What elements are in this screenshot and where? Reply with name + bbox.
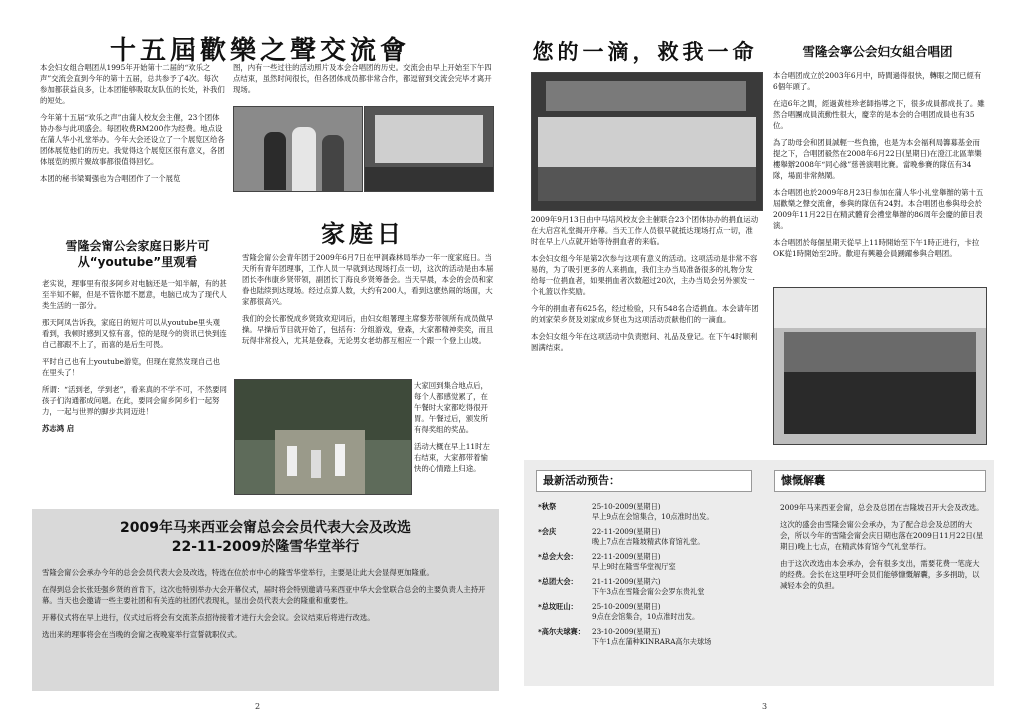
event-date: 22-11-2009(星期日) xyxy=(592,527,661,536)
paragraph: 我们的会长都悦成乡贤致欢迎词后，由妇女组署理主席黎芳带领所有成员做早操。早操后节目就开始了，包括有：分组游戏，登森，大家都精神奕奕，而且玩得非常投入，尤其是登森，无论男女老幼都互相应一个跟一个登上山坡。 xyxy=(242,314,494,345)
agm-title-line-2: 22-11-2009於隆雪华堂举行 xyxy=(171,539,360,555)
blood-donation-title: 您的一滴，救我一命 xyxy=(532,39,758,64)
paragraph: 本合唱团也於2009年8月23日参加在蒲人华小礼堂舉辦的第十五屆歡樂之聲交流會，參與的隊伍有24對。本合唱团也參與母会於2009年11月22日在精武體育会禮堂舉辦的86周年会慶的節目表演。 xyxy=(773,188,984,230)
blood-donation-photo xyxy=(531,72,763,211)
agm-body xyxy=(32,557,499,640)
list-item xyxy=(538,552,758,572)
paragraph: 今年第十五届“欢乐之声”由蒲人校友会主催，23个团体协办参与此项盛会。每团收费RM200作为经费。地点设在蒲人华小礼堂举办。今年大会还设立了一个展览区给各团体展览他们的历史。我觉得这个展览区很有意义，各团体展览的照片聚故事都很值得回忆。 xyxy=(40,113,225,166)
paragraph: 2009年马来西亚会甯，总会及总团在吉隆坡召开大会及改选。 xyxy=(780,503,984,512)
paragraph: 选出来的理事将会在当晚的会甯之夜晚宴举行宣誓就职仪式。 xyxy=(42,630,242,639)
list-item xyxy=(538,527,758,547)
paragraph: 本会妇女组今年在这项活动中负责慰问、礼品及登记。在下午4时顺利圆满结束。 xyxy=(531,332,758,352)
event-name: *总坟旺山： xyxy=(538,602,578,611)
choir-photo xyxy=(773,287,987,445)
events-heading: 最新活动预告： xyxy=(536,470,752,492)
family-day-side xyxy=(414,380,494,480)
event-detail: 下午3点在雪隆会甯公会罗东贵礼堂 xyxy=(592,587,705,596)
event-name: *会庆 xyxy=(538,527,557,536)
agm-title-line-1: 2009年马来西亚会甯总会会员代表大会及改选 xyxy=(120,520,411,536)
paragraph: 本团的秘书梁蜀强也为合唱团作了一个展览 xyxy=(40,174,181,183)
page-number-right: 3 xyxy=(762,702,768,711)
exchange-photo-1 xyxy=(233,106,363,192)
youtube-title: 雪隆会甯公会家庭日影片可从“youtube”里观看 xyxy=(65,239,210,269)
paragraph: 今年的捐血者有625名，经过检验，只有548名合适捐血。本会请年团的刘家荣乡贤及刘家成乡贤也为这项活动贡献他们的一滴血。 xyxy=(531,304,759,324)
author: 苏志鸿 启 xyxy=(42,424,75,433)
exchange-photo-2 xyxy=(364,106,494,192)
paragraph: 本会妇女组今年是第2次参与这项有意义的活动。这项活动是非常不容易的，为了吸引更多的人来捐血，我们主办当局准备很多的礼物分发给每一位捐血者，如果捐血者次数超过20次，主办当局会另外颁发一个礼篮以作奖励。 xyxy=(531,254,758,296)
event-date: 22-11-2009(星期日) xyxy=(592,552,661,561)
choir-title: 雪隆会寧公会妇女組合唱团 xyxy=(802,44,953,59)
paragraph: 2009年9月13日由中马培风校友会主催联合23个团体协办的捐血运动在大启宫礼堂揭开序幕。当天工作人员很早就抵达现场打点一切，准时在早上八点就开始等待捐血者的来临。 xyxy=(531,215,759,246)
event-name: *总会大会： xyxy=(538,552,578,561)
event-detail: 早上9点在会馆集合，10点准时出发。 xyxy=(592,512,714,521)
list-item xyxy=(538,502,758,522)
agm-notice-box xyxy=(32,509,499,691)
family-day-article xyxy=(242,252,495,352)
list-item xyxy=(538,577,758,597)
paragraph: 平时自己也有上youtube游览，但现在竟然发现自己也在里头了！ xyxy=(42,357,221,377)
event-detail: 晚上7点在吉隆坡精武体育馆礼堂。 xyxy=(592,537,705,546)
paragraph: 雪隆会甯公会青年团于2009年6月7日在甲洞森林局举办一年一度家庭日。当天所有青年团理事，工作人员一早就到达现场打点一切，这次的活动是由本届团长李伟康乡贤带领，副团长丁海良乡贤筹备会。当天早晨，本会的会员和家眷也陆续到达现场。经过点算人数，大约有200人，看到这麽热闹的场面，大家都很高兴。 xyxy=(242,253,494,306)
exchange-col-1 xyxy=(40,62,225,190)
event-date: 25-10-2009(星期日) xyxy=(592,602,661,611)
exchange-title: 十五屆歡樂之聲交流會 xyxy=(109,36,410,66)
paragraph: 在這6年之間，經過黃桂珍老師指導之下，很多成員都成長了。雖然合唱團成員流動性很大，慶幸的是本会的合唱团成員也有35位。 xyxy=(773,99,985,130)
paragraph: 所谓：“活到老，学到老”，看来真的不学不可，不然要同孩子们沟通都成问题。在此，要同会甯乡阿乡们一起努力，一起与世界的脚步共同迈进！ xyxy=(42,385,227,416)
paragraph: 大家回到集合地点后，每个人都感觉累了，在午餐时大家都吃得很开胃。午餐过后，颁发所有得奖组的奖品。 xyxy=(414,381,488,434)
youtube-article xyxy=(42,278,227,440)
paragraph: 本合唱团成立於2003年6月中，時間過得很快，轉眼之間已經有6個年頭了。 xyxy=(773,71,982,91)
donation-article xyxy=(780,502,984,597)
paragraph: 由于这次改选由本会承办，会有很多支出，需要花费一笔庞大的经费。会长在这里呼吁会员们能够慷慨解囊，多多捐助，以减轻本会的负担。 xyxy=(780,559,980,590)
paragraph: 為了助母会和团員誠輕一些負擔，也是为本会福利局籌募基金而提之下，合唱团毅然在2008年6月22日(星期日)在澄江北區華樂樓舉辦2008年“同心緣”慈善演唱比賽。當晚參賽的隊伍有34隊，場面非常熱鬧。 xyxy=(773,138,982,180)
upcoming-events-box xyxy=(524,460,994,686)
paragraph: 开幕仪式将在早上进行，仪式过后将会有交流茶点招待接着才进行大会会议。会议结束后将进行改选。 xyxy=(42,613,375,622)
event-name: *总团大会： xyxy=(538,577,578,586)
event-date: 21-11-2009(星期六) xyxy=(592,577,661,586)
exchange-col-2 xyxy=(233,62,493,101)
family-day-title: 家庭日 xyxy=(321,219,405,248)
paragraph: 雪隆会甯公会承办今年的总会会员代表大会及改选，特选在位於市中心的隆雪华堂举行，主要是让此大会显得更加隆重。 xyxy=(42,568,434,577)
paragraph: 老实说，理事里有很多阿乡对电脑还是一知半解，有的甚至半知不解，但是不管你愿不愿意，电脑已成为了现代人类生活的一部分。 xyxy=(42,279,227,310)
event-name: *高尔夫球赛： xyxy=(538,627,585,636)
page-number-left: 2 xyxy=(255,702,261,711)
paragraph: 这次的盛会由雪隆会甯公会承办，为了配合总会及总团的大会，所以今年的雪隆会甯会庆日期也落在2009日11月22日(星期日)晚上七点，在精武体育馆今气礼堂举行。 xyxy=(780,520,984,551)
event-detail: 早上9时在隆雪华堂视厅室 xyxy=(592,562,676,571)
event-detail: 下午1点在蒲种KINRARA高尔夫球场 xyxy=(592,637,712,646)
event-date: 23-10-2009(星期五) xyxy=(592,627,661,636)
family-day-photo xyxy=(234,379,412,495)
donation-heading: 慷慨解囊 xyxy=(774,470,986,492)
event-name: *秋祭 xyxy=(538,502,557,511)
choir-article xyxy=(773,70,985,265)
event-date: 25-10-2009(星期日) xyxy=(592,502,661,511)
paragraph: 在得到总会长张廷强乡贤的首肯下，这次也特别举办大会开幕仪式，届时将会特别邀请马来西亚中华大会堂联合总会的主要负责人主持开幕。当天也会邀请一些主要社团和有关连的社团代表现礼，显出会员代表大会的隆重和重要性。 xyxy=(42,585,486,605)
paragraph: 本合唱团於每個星期天從早上11時開始至下午1時正进行，卡拉OK從1時開始至2時。歡迎有興趣会員踴躍參與合唱团。 xyxy=(773,238,980,258)
paragraph: 本会妇女组合唱团从1995年开始第十二届的“欢乐之声”交流会直到今年的第十五届，总共参予了4次。每次参加都获益良多，让本团能够吸取友队伍的长处，补我们的短处。 xyxy=(40,63,225,105)
list-item xyxy=(538,627,758,647)
list-item xyxy=(538,602,758,622)
paragraph: 图，内有一些过往的活动照片及本会合唱团的历史。交流会由早上开始至下午四点结束，虽然时间很长，但各团体成员都非常合作，都逗留到交流会完毕才离开现场。 xyxy=(233,63,492,94)
paragraph: 活动大概在早上11时左右结束，大家都带着愉快的心情踏上归途。 xyxy=(414,442,490,473)
event-detail: 9点在会馆集合，10点准时出发。 xyxy=(592,612,700,621)
paragraph: 那天阿凤告诉我，家庭日的短片可以从youtube里头观看到，我顿时感到又惊有喜，惊的是现今的资讯已快到连自己都跟不上了，而喜的是后生可畏。 xyxy=(42,318,227,349)
blood-donation-article xyxy=(531,214,759,359)
events-list xyxy=(538,502,758,652)
